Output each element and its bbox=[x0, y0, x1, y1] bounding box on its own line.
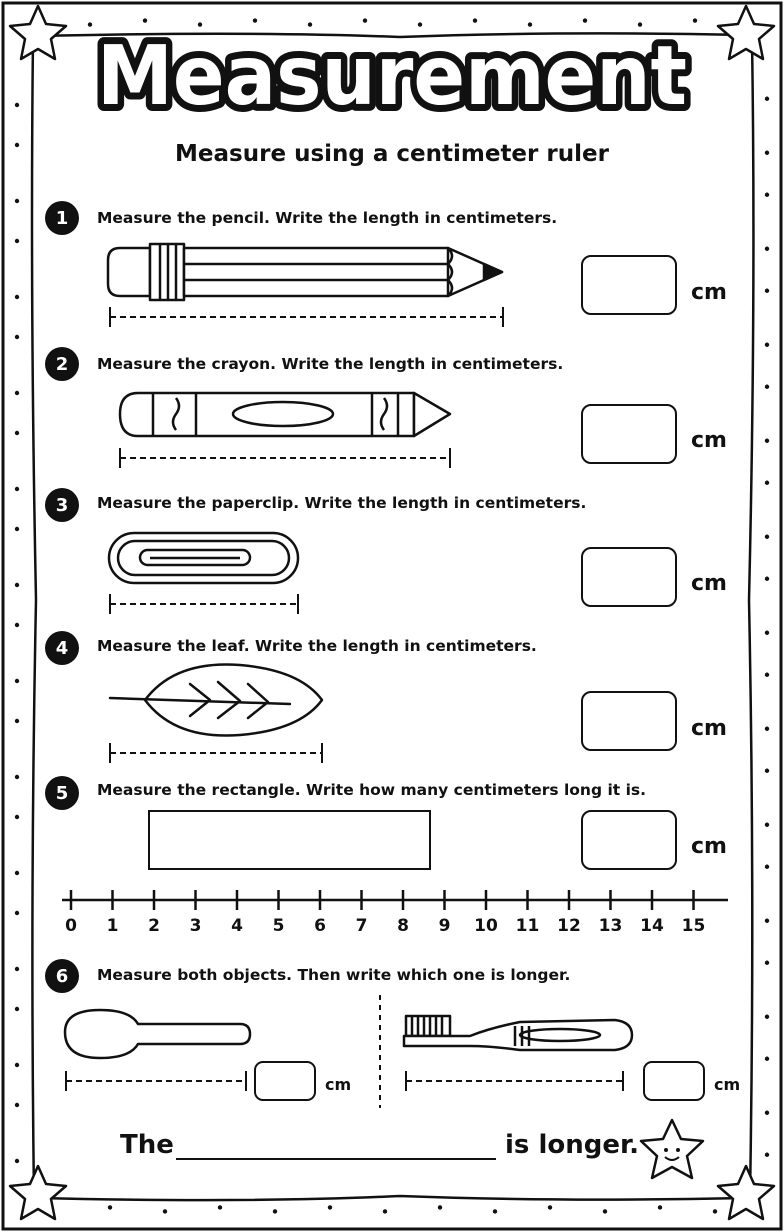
page-title bbox=[0, 18, 784, 128]
ruler-tick-label: 5 bbox=[272, 916, 285, 936]
border-dot bbox=[765, 961, 769, 965]
ruler-tick-label: 13 bbox=[598, 916, 623, 936]
border-dot bbox=[765, 439, 769, 443]
border-dot bbox=[15, 391, 19, 395]
border-dot bbox=[765, 577, 769, 581]
ruler-tick-label: 1 bbox=[106, 916, 119, 936]
border-dot bbox=[15, 719, 19, 723]
border-dot bbox=[765, 919, 769, 923]
answer-box[interactable] bbox=[581, 404, 677, 464]
border-dot bbox=[15, 815, 19, 819]
border-dot bbox=[15, 527, 19, 531]
ruler-tick-label: 10 bbox=[474, 916, 498, 936]
answer-box[interactable] bbox=[643, 1061, 705, 1101]
question-number: 3 bbox=[45, 488, 79, 522]
unit-label: cm bbox=[714, 1075, 741, 1094]
answer-box[interactable] bbox=[581, 691, 677, 751]
border-dot bbox=[765, 823, 769, 827]
border-dot bbox=[548, 1205, 552, 1209]
border-dot bbox=[383, 1209, 387, 1213]
border-dot bbox=[765, 247, 769, 251]
border-dot bbox=[15, 1103, 19, 1107]
question-number: 1 bbox=[45, 201, 79, 235]
unit-label: cm bbox=[325, 1075, 352, 1094]
border-dot bbox=[15, 871, 19, 875]
border-dot bbox=[765, 727, 769, 731]
question-instruction: Measure the crayon. Write the length in centimeters. bbox=[97, 355, 564, 373]
question-instruction: Measure the pencil. Write the length in centimeters. bbox=[97, 209, 558, 227]
ruler-tick-label: 7 bbox=[355, 916, 368, 936]
border-dot bbox=[15, 1007, 19, 1011]
border-dot bbox=[15, 1063, 19, 1067]
border-dot bbox=[163, 1209, 167, 1213]
ruler-tick-label: 11 bbox=[515, 916, 540, 936]
border-dot bbox=[765, 1111, 769, 1115]
answer-line[interactable] bbox=[176, 1158, 496, 1160]
border-dot bbox=[15, 623, 19, 627]
border-dot bbox=[15, 295, 19, 299]
question-number: 6 bbox=[45, 959, 79, 993]
border-dot bbox=[765, 193, 769, 197]
question-number: 4 bbox=[45, 631, 79, 665]
question-instruction: Measure the leaf. Write the length in centimeters. bbox=[97, 637, 537, 655]
star-icon bbox=[718, 1166, 774, 1219]
border-dot bbox=[765, 865, 769, 869]
border-dot bbox=[15, 431, 19, 435]
sentence-start: The bbox=[120, 1130, 174, 1160]
border-dot bbox=[765, 535, 769, 539]
unit-label: cm bbox=[691, 428, 727, 453]
answer-box[interactable] bbox=[581, 255, 677, 315]
ruler-tick-label: 8 bbox=[397, 916, 409, 936]
ruler-tick-label: 0 bbox=[65, 916, 77, 936]
border-dot bbox=[765, 385, 769, 389]
border-dot bbox=[15, 967, 19, 971]
border-dot bbox=[765, 631, 769, 635]
border-dot bbox=[15, 199, 19, 203]
unit-label: cm bbox=[691, 571, 727, 596]
question-instruction: Measure the rectangle. Write how many centimeters long it is. bbox=[97, 781, 647, 799]
border-dot bbox=[328, 1205, 332, 1209]
ruler-tick-label: 3 bbox=[189, 916, 202, 936]
border-dot bbox=[765, 769, 769, 773]
border-dot bbox=[15, 487, 19, 491]
border-dot bbox=[765, 289, 769, 293]
star-icon bbox=[10, 1166, 66, 1219]
border-dot bbox=[765, 481, 769, 485]
svg-text:Measurement: Measurement bbox=[97, 29, 687, 124]
border-dot bbox=[273, 1209, 277, 1213]
ruler-tick-label: 12 bbox=[557, 916, 581, 936]
border-dot bbox=[765, 673, 769, 677]
unit-label: cm bbox=[691, 280, 727, 305]
border-dot bbox=[658, 1205, 662, 1209]
ruler-tick-label: 14 bbox=[640, 916, 664, 936]
border-dot bbox=[15, 775, 19, 779]
ruler-tick-label: 15 bbox=[681, 916, 706, 936]
rectangle-shape bbox=[148, 810, 431, 870]
ruler-tick-label: 6 bbox=[314, 916, 326, 936]
border-dot bbox=[108, 1205, 112, 1209]
ruler-tick-label: 4 bbox=[231, 916, 243, 936]
border-dot bbox=[15, 583, 19, 587]
answer-box[interactable] bbox=[581, 547, 677, 607]
question-number: 2 bbox=[45, 347, 79, 381]
border-dot bbox=[765, 1015, 769, 1019]
border-dot bbox=[218, 1205, 222, 1209]
question-instruction: Measure both objects. Then write which one is longer. bbox=[97, 966, 571, 984]
border-dot bbox=[765, 1057, 769, 1061]
border-dot bbox=[15, 1159, 19, 1163]
sentence-end: is longer. bbox=[505, 1130, 639, 1160]
border-dot bbox=[713, 1209, 717, 1213]
border-dot bbox=[493, 1209, 497, 1213]
border-dot bbox=[15, 911, 19, 915]
unit-label: cm bbox=[691, 716, 727, 741]
ruler-tick-label: 2 bbox=[148, 916, 160, 936]
subtitle: Measure using a centimeter ruler bbox=[175, 141, 609, 167]
border-dot bbox=[603, 1209, 607, 1213]
answer-box[interactable] bbox=[254, 1061, 316, 1101]
border-dot bbox=[438, 1205, 442, 1209]
question-number: 5 bbox=[45, 776, 79, 810]
border-dot bbox=[765, 343, 769, 347]
question-instruction: Measure the paperclip. Write the length in centimeters. bbox=[97, 494, 587, 512]
border-dot bbox=[765, 1153, 769, 1157]
ruler-tick-label: 9 bbox=[438, 916, 451, 936]
answer-box[interactable] bbox=[581, 810, 677, 870]
border-dot bbox=[15, 239, 19, 243]
border-dot bbox=[15, 335, 19, 339]
border-dot bbox=[15, 679, 19, 683]
unit-label: cm bbox=[691, 834, 727, 859]
